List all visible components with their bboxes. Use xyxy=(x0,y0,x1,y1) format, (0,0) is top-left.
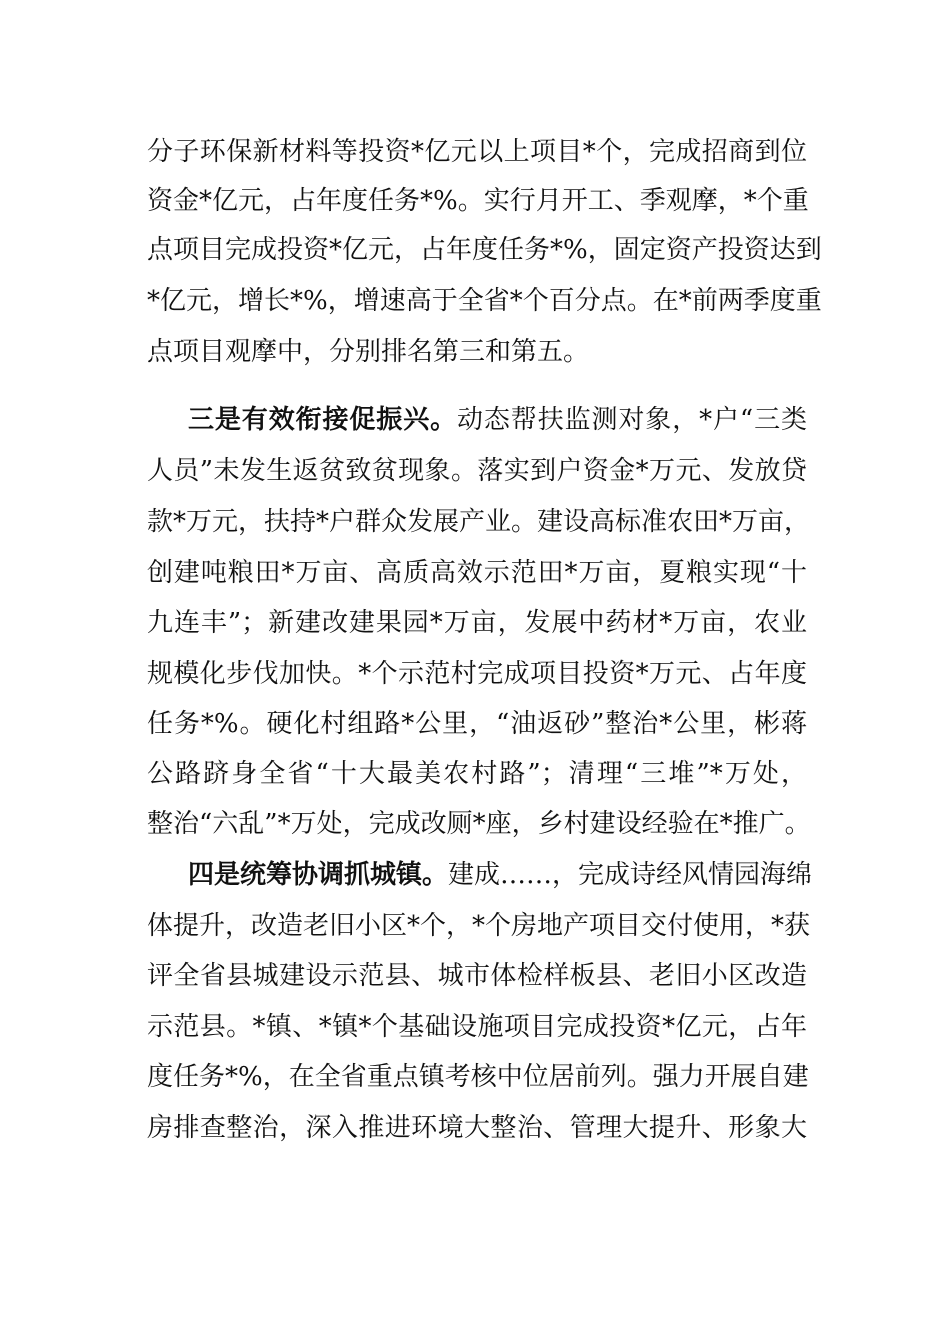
paragraph-heading: 四是统筹协调抓城镇。 xyxy=(188,860,449,890)
paragraph-line: 示范县。*镇、*镇*个基础设施项目完成投资*亿元，占年 xyxy=(147,1012,807,1042)
paragraph-line: 九连丰”；新建改建果园*万亩，发展中药材*万亩，农业 xyxy=(147,608,807,638)
paragraph-line: 体提升，改造老旧小区*个，*个房地产项目交付使用，*获 xyxy=(147,911,811,941)
paragraph-line: 资金*亿元，占年度任务*%。实行月开工、季观摩，*个重 xyxy=(147,186,809,216)
paragraph-line: 创建吨粮田*万亩、高质高效示范田*万亩，夏粮实现“十 xyxy=(147,558,807,588)
paragraph-line: 人员”未发生返贫致贫现象。落实到户资金*万元、发放贷 xyxy=(147,456,807,486)
paragraph-line: 点项目观摩中，分别排名第三和第五。 xyxy=(147,337,590,367)
paragraph-text: 动态帮扶监测对象，*户“三类 xyxy=(457,405,807,435)
paragraph-line: 款*万元，扶持*户群众发展产业。建设高标准农田*万亩， xyxy=(147,507,811,537)
paragraph-line: 点项目完成投资*亿元，占年度任务*%，固定资产投资达到 xyxy=(147,235,822,265)
paragraph-line: 评全省县城建设示范县、城市体检样板县、老旧小区改造 xyxy=(147,961,807,991)
paragraph-line: 度任务*%，在全省重点镇考核中位居前列。强力开展自建 xyxy=(147,1062,809,1092)
paragraph-line: 分子环保新材料等投资*亿元以上项目*个，完成招商到位 xyxy=(147,137,807,167)
paragraph-text: 建成……，完成诗经风情园海绵 xyxy=(448,860,813,890)
paragraph-line: 规模化步伐加快。*个示范村完成项目投资*万元、占年度 xyxy=(147,659,807,689)
paragraph-line: 任务*%。硬化村组路*公里，“油返砂”整治*公里，彬蒋 xyxy=(147,709,807,739)
paragraph-first-line xyxy=(188,860,813,890)
paragraph-first-line xyxy=(188,405,807,435)
paragraph-line: 整治“六乱”*万处，完成改厕*座，乡村建设经验在*推广。 xyxy=(147,809,811,839)
paragraph-line: 房排查整治，深入推进环境大整治、管理大提升、形象大 xyxy=(147,1113,807,1143)
paragraph-line: 公路跻身全省“十大最美农村路”；清理“三堆”*万处， xyxy=(147,759,807,789)
paragraph-line: *亿元，增长*%，增速高于全省*个百分点。在*前两季度重 xyxy=(147,286,822,316)
paragraph-heading: 三是有效衔接促振兴。 xyxy=(188,405,457,435)
